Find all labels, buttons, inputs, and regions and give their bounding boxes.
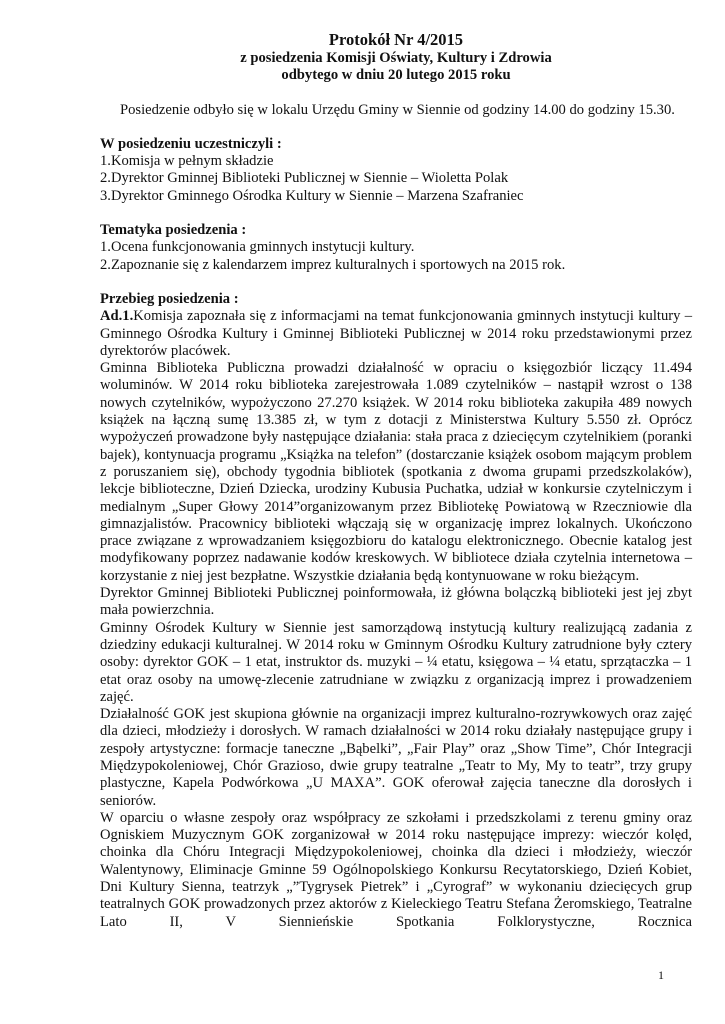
ad1-text: Komisja zapoznała się z informacjami na temat funkcjonowania gminnych instytucji kultury – Gminnego Ośrodka Kultury i Gminnej Biblioteki Publicznej w 2014 roku przedstawionymi przez dyrektorów placówek. [100, 308, 692, 359]
page-number: 1 [658, 968, 664, 982]
participant-item: 1.Komisja w pełnym składzie [100, 153, 274, 170]
subtitle-line-2: odbytego w dniu 20 lutego 2015 roku [281, 67, 511, 84]
gok-events-paragraph: W oparciu o własne zespoły oraz współpracy ze szkołami i przedszkolami z terenu gminy oraz Ogniskiem Muzycznym GOK zorganizował w 2014 roku następujące imprezy: wieczór kolęd, choinka dla Chóru Integracji Międzypokoleniowej, choinka dla dzieci i młodzieży, wieczór Walentynowy, Eliminacje Gminne 59 Ogólnopolskiego Konkursu Recytatorskiego, Dzień Kobiet, Dni Kultury Sienna, teatrzyk „”Tygrysek Pietrek” i „Cyrograf” w wykonaniu dziecięcych grup teatralnych GOK prowadzonych przez aktorów z Kieleckiego Teatru Stefana Żeromskiego, Teatralne Lato II, V Siennieńskie Spotkania Folklorystyczne, Rocznica [100, 809, 692, 930]
subtitle-line-1: z posiedzenia Komisji Oświaty, Kultury i Zdrowia [240, 50, 552, 66]
topic-item: 1.Ocena funkcjonowania gminnych instytucji kultury. [100, 239, 415, 256]
library-paragraph: Gminna Biblioteka Publiczna prowadzi działalność w opraciu o księgozbiór liczący 11.494 woluminów. W 2014 roku biblioteka zarejestrowała 1.089 czytelników – nastąpił wzrost o 138 nowych czytelników, wypożyczono 27.270 książek. W 2014 roku biblioteka zakupiła 489 nowych książek na łączną sumę 13.385 zł, w tym z dotacji z Ministerstwa Kultury 5.550 zł. Oprócz wypożyczeń prowadzone były następujące działania: stała praca z dziecięcym czytelnikiem (poranki bajek), kontynuacja programu „Książka na telefon” (dostarczanie książek osobom mającym problem z poruszaniem się), obchody tygodnia bibliotek (spotkania z dwoma grupami przedszkolaków), lekcje biblioteczne, Dzień Dziecka, urodziny Kubusia Puchatka, udział w konkursie czytelniczym i medialnym „Super Głowy 2014”organizowanym przez Bibliotekę Powiatową w Rzeczniowie dla gimnazjalistów. Pracownicy biblioteki włączają się w organizację imprez lokalnych. Ukończono prace związane z wprowadzaniem księgozbioru do katalogu elektronicznego. Obecnie katalog jest modyfikowany poprzez nadawanie kodów kreskowych. W bibliotece działa czytelnia internetowa – korzystanie z niej jest bezpłatne. Wszystkie działania będą kontynuowane w roku bieżącym. [100, 360, 692, 584]
ad1-label: Ad.1. [100, 308, 134, 325]
gok-intro-paragraph: Gminny Ośrodek Kultury w Siennie jest samorządową instytucją kultury realizującą zadania z dziedziny edukacji kulturalnej. W 2014 roku w Gminnym Ośrodku Kultury zatrudnione były cztery osoby: dyrektor GOK – 1 etat, instruktor ds. muzyki – ¼ etatu, księgowa – ¼ etatu, sprzątaczka – 1 etat oraz osoby na umowę-zlecenie zatrudniane w związku z organizacją imprez i prowadzeniem zajęć. [100, 619, 692, 705]
proceedings-heading: Przebieg posiedzenia : [100, 290, 239, 307]
ad1-paragraph [100, 308, 692, 360]
topics-heading: Tematyka posiedzenia : [100, 222, 247, 239]
gok-activity-paragraph: Działalność GOK jest skupiona głównie na organizacji imprez kulturalno-rozrywkowych oraz zajęć dla dzieci, młodzieży i dorosłych. W ramach działalności w 2014 roku działały następujące grupy i zespoły artystyczne: formacje taneczne „Bąbelki”, „Fair Play” oraz „Show Time”, Chór Integracji Międzypokoleniowej, Chór Grazioso, dwie grupy teatralne „Teatr to My, My to teatr”, trzy grupy plastyczne, Kapela Podwórkowa „U MAXA”. GOK oferował zajęcia taneczne dla dorosłych i seniorów. [100, 706, 692, 809]
topic-item: 2.Zapoznanie się z kalendarzem imprez kulturalnych i sportowych na 2015 rok. [100, 256, 566, 273]
participant-item: 3.Dyrektor Gminnego Ośrodka Kultury w Siennie – Marzena Szafraniec [100, 187, 524, 204]
library-concern-paragraph: Dyrektor Gminnej Biblioteki Publicznej poinformowała, iż główna bolączką biblioteki jest jej zbyt mała powierzchnia. [100, 585, 692, 619]
page-title: Protokół Nr 4/2015 [328, 30, 464, 49]
participant-item: 2.Dyrektor Gminnej Biblioteki Publicznej w Siennie – Wioletta Polak [100, 170, 509, 187]
intro-paragraph: Posiedzenie odbyło się w lokalu Urzędu Gminy w Siennie od godziny 14.00 do godziny 15.30. [120, 101, 675, 118]
participants-heading: W posiedzeniu uczestniczyli : [100, 135, 282, 152]
document-page [100, 30, 692, 931]
